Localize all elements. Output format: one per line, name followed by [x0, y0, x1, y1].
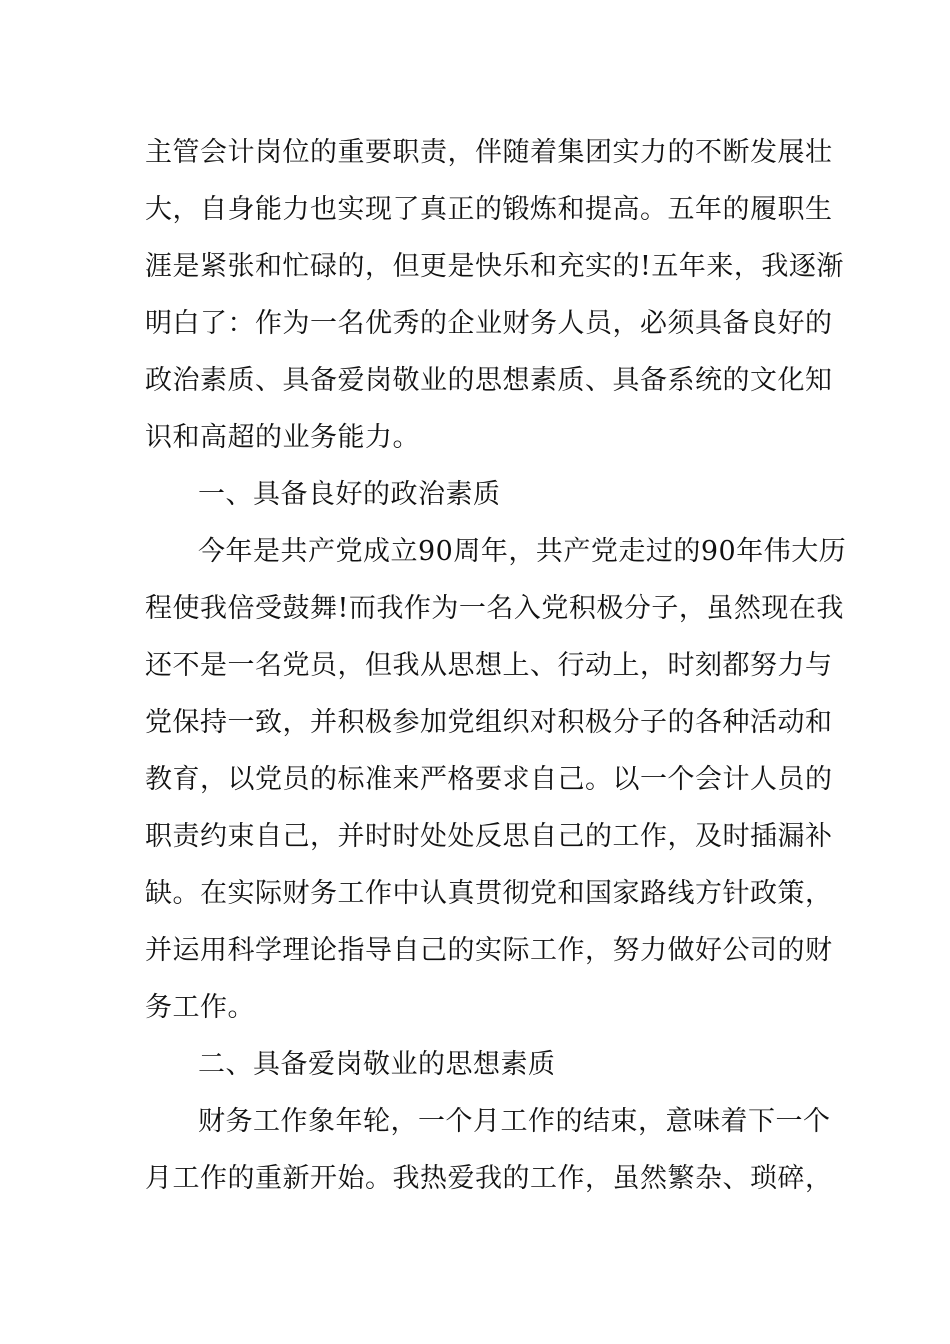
- text-line: 财务工作象年轮，一个月工作的结束，意味着下一个: [198, 1106, 831, 1137]
- text-line: 职责约束自己，并时时处处反思自己的工作，及时插漏补: [145, 821, 833, 852]
- text-line: 并运用科学理论指导自己的实际工作，努力做好公司的财: [145, 935, 833, 966]
- text-line: 大，自身能力也实现了真正的锻炼和提高。五年的履职生: [145, 194, 833, 225]
- text-line: 政治素质、具备爱岗敬业的思想素质、具备系统的文化知: [145, 365, 833, 396]
- text-line: 月工作的重新开始。我热爱我的工作，虽然繁杂、琐碎，: [145, 1163, 833, 1194]
- text-line: 缺。在实际财务工作中认真贯彻党和国家路线方针政策，: [145, 878, 833, 909]
- text-line: 还不是一名党员，但我从思想上、行动上，时刻都努力与: [145, 650, 833, 681]
- text-line: 主管会计岗位的重要职责，伴随着集团实力的不断发展壮: [145, 137, 833, 168]
- text-line: 明白了：作为一名优秀的企业财务人员，必须具备良好的: [145, 308, 833, 339]
- text-line: 教育，以党员的标准来严格要求自己。以一个会计人员的: [145, 764, 833, 795]
- section-heading: 二、具备爱岗敬业的思想素质: [198, 1049, 556, 1080]
- section-heading: 一、具备良好的政治素质: [198, 479, 501, 510]
- text-line: 识和高超的业务能力。: [145, 422, 420, 453]
- text-line: 程使我倍受鼓舞!而我作为一名入党积极分子，虽然现在我: [145, 593, 844, 624]
- text-line: 党保持一致，并积极参加党组织对积极分子的各种活动和: [145, 707, 833, 738]
- text-line: 涯是紧张和忙碌的，但更是快乐和充实的!五年来，我逐渐: [145, 251, 844, 282]
- text-line: 务工作。: [145, 992, 255, 1023]
- text-line: 今年是共产党成立90周年，共产党走过的90年伟大历: [198, 536, 847, 567]
